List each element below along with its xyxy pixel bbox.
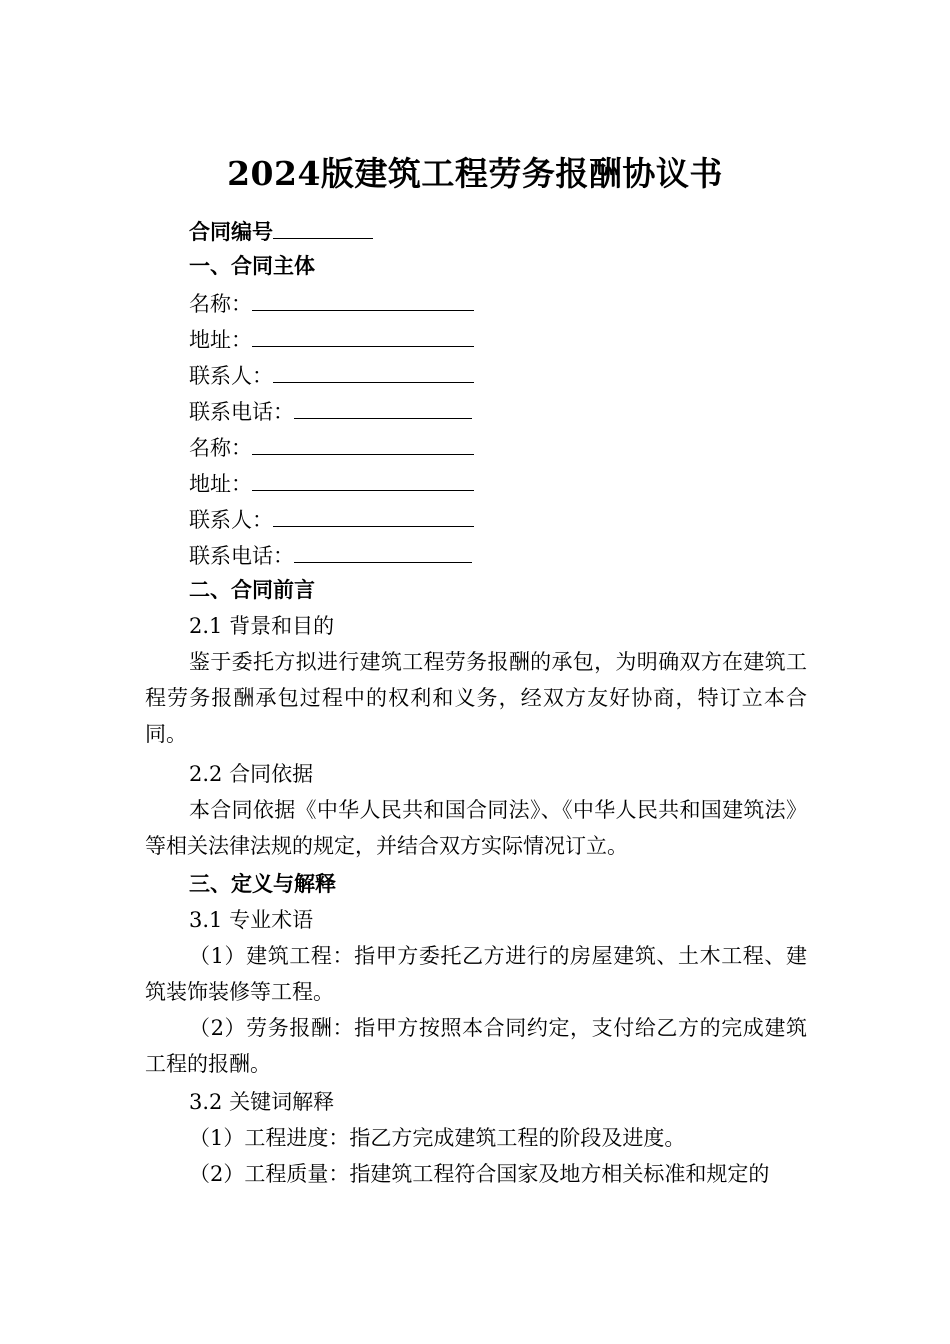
section-3-heading: 三、定义与解释 — [189, 871, 336, 896]
section-2-2-title: 2.2 合同依据 — [189, 762, 314, 786]
contract-number-line — [189, 216, 373, 246]
party-b-name-label: 名称： — [189, 436, 252, 460]
section-1-heading: 一、合同主体 — [189, 253, 315, 278]
section-3-2-item-2: （2）工程质量：指建筑工程符合国家及地方相关标准和规定的 — [189, 1162, 770, 1186]
party-b-phone-line — [189, 540, 472, 570]
party-b-name-blank[interactable] — [252, 432, 474, 455]
party-b-address-blank[interactable] — [252, 468, 474, 491]
party-a-address-line — [189, 324, 474, 354]
party-b-address-label: 地址： — [189, 472, 252, 496]
party-a-contact-label: 联系人： — [189, 364, 273, 388]
section-3-1-item-2: （2）劳务报酬：指甲方按照本合同约定，支付给乙方的完成建筑工程的报酬。 — [145, 1016, 807, 1076]
party-b-phone-blank[interactable] — [294, 540, 472, 563]
party-b-contact-blank[interactable] — [273, 504, 474, 527]
party-a-address-label: 地址： — [189, 328, 252, 352]
contract-number-label: 合同编号 — [189, 219, 273, 244]
party-a-contact-line — [189, 360, 474, 390]
party-b-contact-label: 联系人： — [189, 508, 273, 532]
section-3-1-title: 3.1 专业术语 — [189, 908, 314, 932]
section-3-1-item-1: （1）建筑工程：指甲方委托乙方进行的房屋建筑、土木工程、建筑装饰装修等工程。 — [145, 944, 807, 1004]
party-b-name-line — [189, 432, 474, 462]
party-a-contact-blank[interactable] — [273, 360, 474, 383]
party-b-address-line — [189, 468, 474, 498]
party-a-phone-line — [189, 396, 472, 426]
party-a-name-blank[interactable] — [252, 288, 474, 311]
party-a-address-blank[interactable] — [252, 324, 474, 347]
party-a-phone-label: 联系电话： — [189, 400, 294, 424]
party-a-name-line — [189, 288, 474, 318]
party-a-phone-blank[interactable] — [294, 396, 472, 419]
section-3-2-item-1: （1）工程进度：指乙方完成建筑工程的阶段及进度。 — [189, 1126, 686, 1150]
contract-number-blank[interactable] — [273, 216, 373, 239]
party-b-phone-label: 联系电话： — [189, 544, 294, 568]
section-2-heading: 二、合同前言 — [189, 577, 315, 602]
section-3-2-title: 3.2 关键词解释 — [189, 1090, 335, 1114]
party-a-name-label: 名称： — [189, 292, 252, 316]
section-2-1-paragraph: 鉴于委托方拟进行建筑工程劳务报酬的承包，为明确双方在建筑工程劳务报酬承包过程中的权利和义务，经双方友好协商，特订立本合同。 — [145, 650, 807, 746]
document-title: 2024版建筑工程劳务报酬协议书 — [227, 154, 723, 193]
section-2-2-paragraph: 本合同依据《中华人民共和国合同法》、《中华人民共和国建筑法》等相关法律法规的规定，并结合双方实际情况订立。 — [145, 798, 807, 858]
party-b-contact-line — [189, 504, 474, 534]
section-2-1-title: 2.1 背景和目的 — [189, 614, 335, 638]
